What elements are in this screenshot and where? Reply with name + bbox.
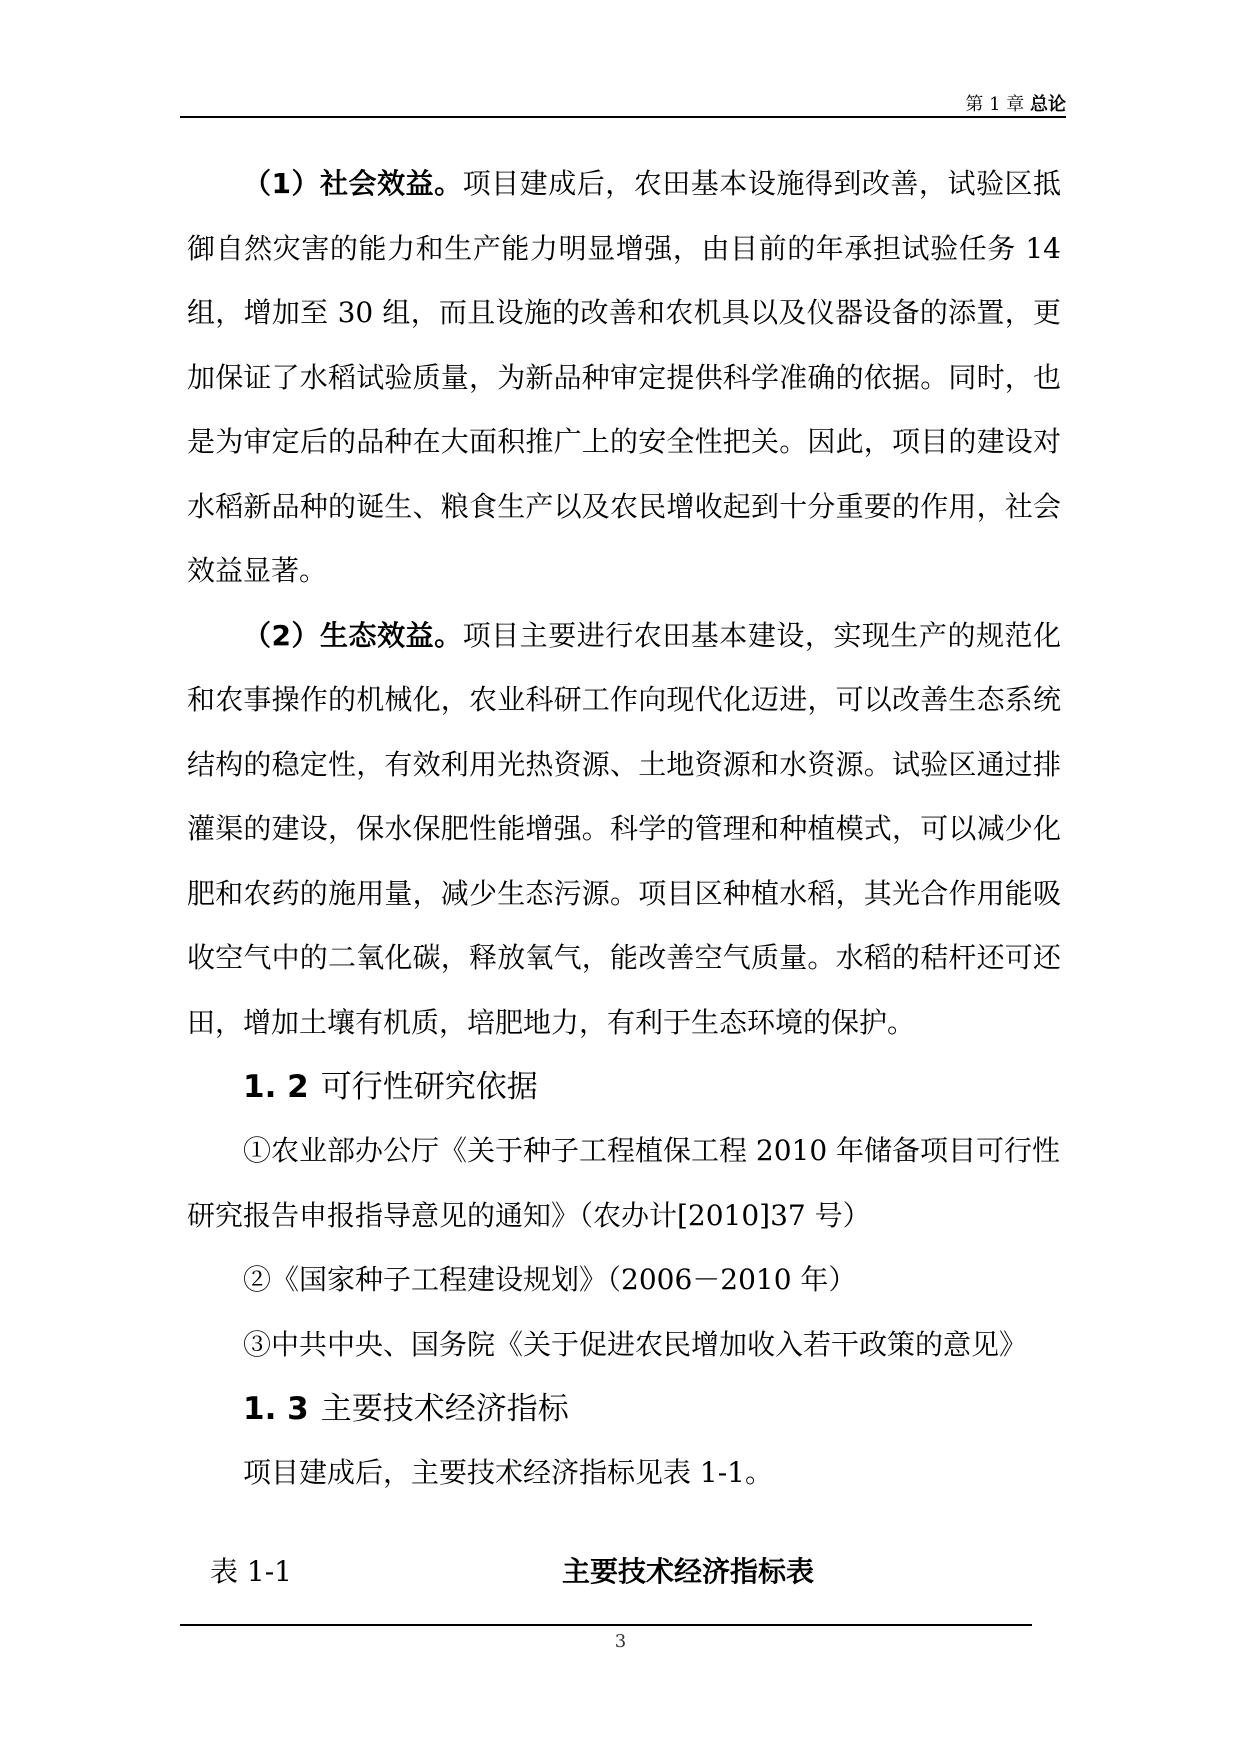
- footer-divider: [180, 1624, 1032, 1626]
- chapter-title: 总论: [1030, 94, 1066, 115]
- basis-item-3: ③中共中央、国务院《关于促进农民增加收入若干政策的意见》: [243, 1327, 1028, 1361]
- table-label: 表 1-1: [210, 1555, 292, 1588]
- table-title: 主要技术经济指标表: [562, 1555, 815, 1588]
- section-intro: 项目建成后，主要技术经济指标见表 1-1。: [243, 1456, 773, 1489]
- basis-item-2: ②《国家种子工程建设规划》（2006－2010 年）: [243, 1263, 857, 1296]
- social-benefit-text: 项目建成后，农田基本设施得到改善，试验区抵御自然灾害的能力和生产能力明显增强，由目前的年承担试验任务 14 组，增加至 30 组，而且设施的改善和农机具以及仪器设备的添置，更加保证了水稻试验质量，为新品种审定提供科学准确的依据。同时，也是为审定后的品种在大面积推广上的安全性把关。因此，项目的建设对水稻新品种的诞生、粮食生产以及农民增收起到十分重要的作用，社会效益显著。: [187, 167, 1062, 587]
- social-benefit-paragraph: [187, 152, 1061, 604]
- page-header: [180, 80, 1066, 118]
- ecological-benefit-text: 项目主要进行农田基本建设，实现生产的规范化和农事操作的机械化，农业科研工作向现代化迈进，可以改善生态系统结构的稳定性，有效利用光热资源、土地资源和水资源。试验区通过排灌渠的建设，保水保肥性能增强。科学的管理和种植模式，可以减少化肥和农药的施用量，减少生态污源。项目区种植水稻，其光合作用能吸收空气中的二氧化碳，释放氧气，能改善空气质量。水稻的秸杆还可还田，增加土壤有机质，培肥地力，有利于生态环境的保护。: [187, 618, 1062, 1039]
- social-benefit-title: （1）社会效益。: [243, 167, 463, 200]
- table-caption: [210, 1550, 870, 1590]
- page-body: [187, 152, 1061, 1506]
- section-title: 主要技术经济指标: [320, 1391, 569, 1427]
- running-head: [965, 90, 1066, 116]
- ecological-benefit-title: （2）生态效益。: [243, 618, 463, 652]
- chapter-label: 第 1 章: [965, 94, 1025, 115]
- section-heading-1-3: [187, 1377, 1061, 1441]
- section-heading-1-2: [187, 1055, 1061, 1119]
- ecological-benefit-paragraph: [187, 604, 1061, 1056]
- section-number: 1. 3: [243, 1391, 309, 1427]
- basis-item-1: ①农业部办公厅《关于种子工程植保工程 2010 年储备项目可行性研究报告申报指导意见的通知》（农办计[2010]37 号）: [187, 1134, 1061, 1232]
- section-number: 1. 2: [243, 1069, 309, 1105]
- page-number: 3: [614, 1631, 627, 1652]
- section-title: 可行性研究依据: [320, 1069, 538, 1105]
